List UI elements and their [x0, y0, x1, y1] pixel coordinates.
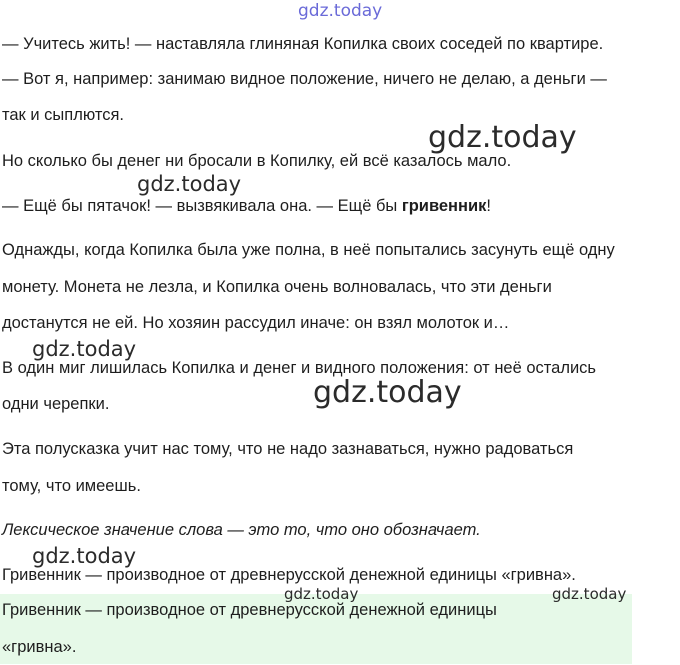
watermark-small: gdz.today: [284, 585, 359, 603]
story-text: — Ещё бы пятачок! — вызвякивала она. — Ещё бы: [2, 197, 402, 215]
watermark-medium: gdz.today: [32, 337, 137, 361]
story-line: одни черепки.: [2, 395, 110, 413]
story-line: монету. Монета не лезла, и Копилка очень волновалась, что эти деньги: [2, 278, 552, 296]
story-line: В один миг лишилась Копилка и денег и видного положения: от неё остались: [2, 359, 597, 377]
watermark-large: gdz.today: [428, 120, 577, 155]
story-text: !: [486, 197, 491, 215]
definition-text: Лексическое значение слова — это то, что оно обозначает.: [2, 521, 481, 539]
story-line: — Учитесь жить! — наставляла глиняная Копилка своих соседей по квартире.: [2, 35, 604, 53]
watermark-small: gdz.today: [552, 585, 627, 603]
watermark-large: gdz.today: [313, 375, 462, 410]
moral-line: тому, что имеешь.: [2, 477, 141, 495]
etymology-text: Гривенник — производное от древнерусской денежной единицы «гривна».: [2, 566, 576, 584]
answer-line: «гривна».: [2, 638, 77, 656]
story-line: Но сколько бы денег ни бросали в Копилку, ей всё казалось мало.: [2, 152, 512, 170]
story-line: — Вот я, например: занимаю видное положение, ничего не делаю, а деньги —: [2, 70, 607, 88]
watermark-medium: gdz.today: [137, 172, 242, 196]
story-line: достанутся не ей. Но хозяин рассудил иначе: он взял молоток и…: [2, 314, 510, 332]
story-line: [2, 198, 491, 215]
story-line: так и сыплются.: [2, 106, 124, 124]
story-line: Однажды, когда Копилка была уже полна, в неё попытались засунуть ещё одну: [2, 241, 615, 259]
answer-line: Гривенник — производное от древнерусской денежной единицы: [2, 601, 497, 619]
watermark-medium: gdz.today: [32, 544, 137, 568]
moral-line: Эта полусказка учит нас тому, что не надо зазнаваться, нужно радоваться: [2, 440, 574, 458]
watermark-top: gdz.today: [298, 1, 383, 21]
highlighted-word: гривенник: [401, 197, 487, 215]
